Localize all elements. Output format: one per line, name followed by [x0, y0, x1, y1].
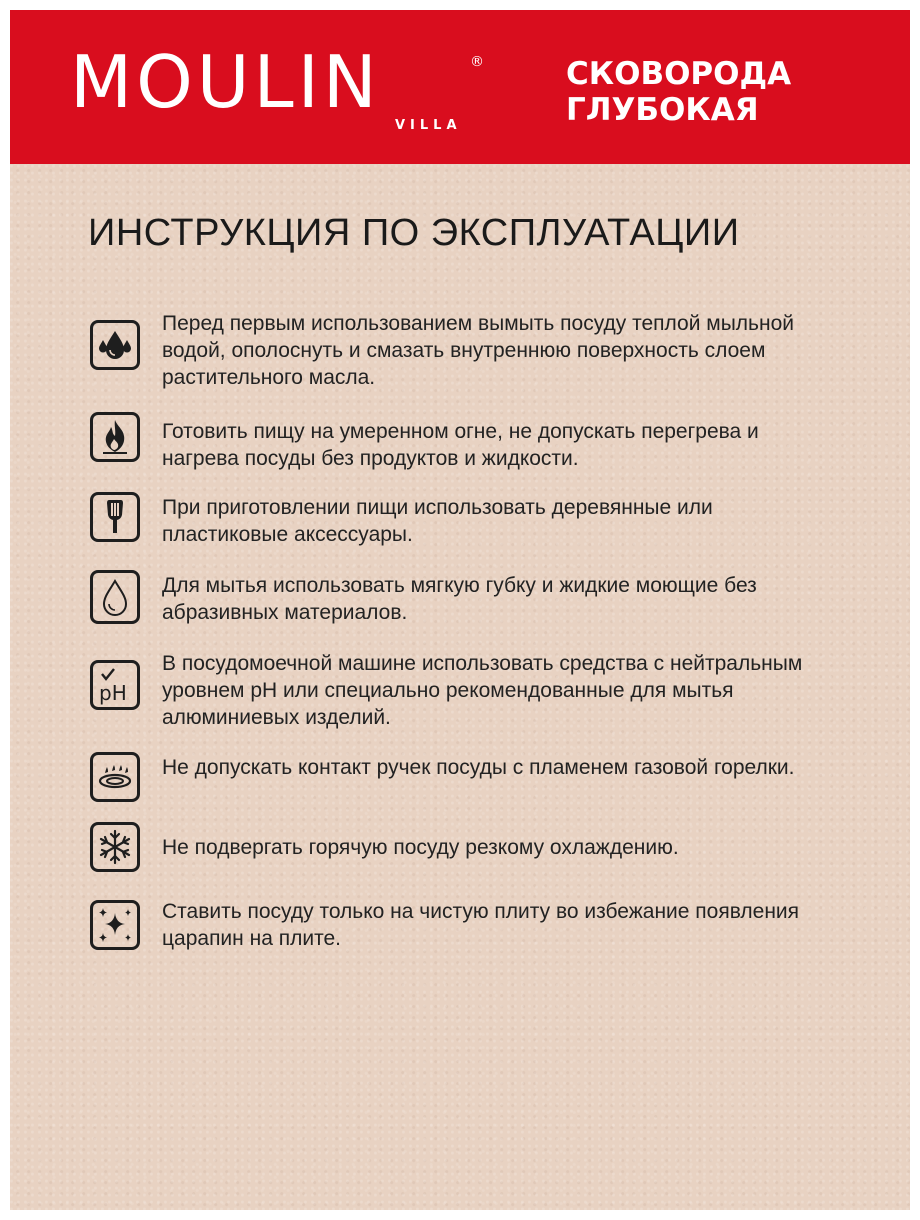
instruction-text: Не допускать контакт ручек посуды с пламенем газовой горелки. — [162, 756, 795, 779]
snowflake-icon — [90, 822, 140, 872]
gas-burner-icon — [90, 752, 140, 802]
brand-subtitle: VILLA — [395, 118, 462, 133]
fire-icon — [90, 412, 140, 462]
instruction-card — [10, 10, 910, 1210]
water-drops-icon — [90, 320, 140, 370]
instruction-text: Ставить посуду только на чистую плиту во избежание появления царапин на плите. — [162, 900, 800, 950]
drop-icon — [90, 570, 140, 624]
spatula-icon — [90, 492, 140, 542]
brand-logo: MOULIN — [70, 40, 381, 124]
header-banner — [10, 10, 910, 164]
ph-label: pH — [99, 681, 127, 705]
instruction-text: В посудомоечной машине использовать средства с нейтральным уровнем pH или специально рекомендованные для мытья алюминиевых изделий. — [162, 652, 803, 729]
ph-check-icon — [90, 660, 140, 710]
page-title: ИНСТРУКЦИЯ ПО ЭКСПЛУАТАЦИИ — [88, 212, 740, 254]
sparkle-icon — [90, 900, 140, 950]
product-title-line2: ГЛУБОКАЯ — [566, 92, 759, 128]
instruction-text: Для мытья использовать мягкую губку и жидкие моющие без абразивных материалов. — [162, 574, 757, 624]
registered-mark: ® — [470, 54, 484, 70]
instruction-text: Не подвергать горячую посуду резкому охлаждению. — [162, 836, 679, 859]
instruction-text: Готовить пищу на умеренном огне, не допускать перегрева и нагрева посуды без продуктов и жидкости. — [162, 420, 759, 470]
instruction-text: Перед первым использованием вымыть посуду теплой мыльной водой, ополоснуть и смазать внутреннюю поверхность слоем растительного масла. — [162, 312, 794, 389]
product-title — [566, 56, 791, 128]
instruction-text: При приготовлении пищи использовать деревянные или пластиковые аксессуары. — [162, 496, 713, 546]
product-title-line1: СКОВОРОДА — [566, 56, 792, 92]
